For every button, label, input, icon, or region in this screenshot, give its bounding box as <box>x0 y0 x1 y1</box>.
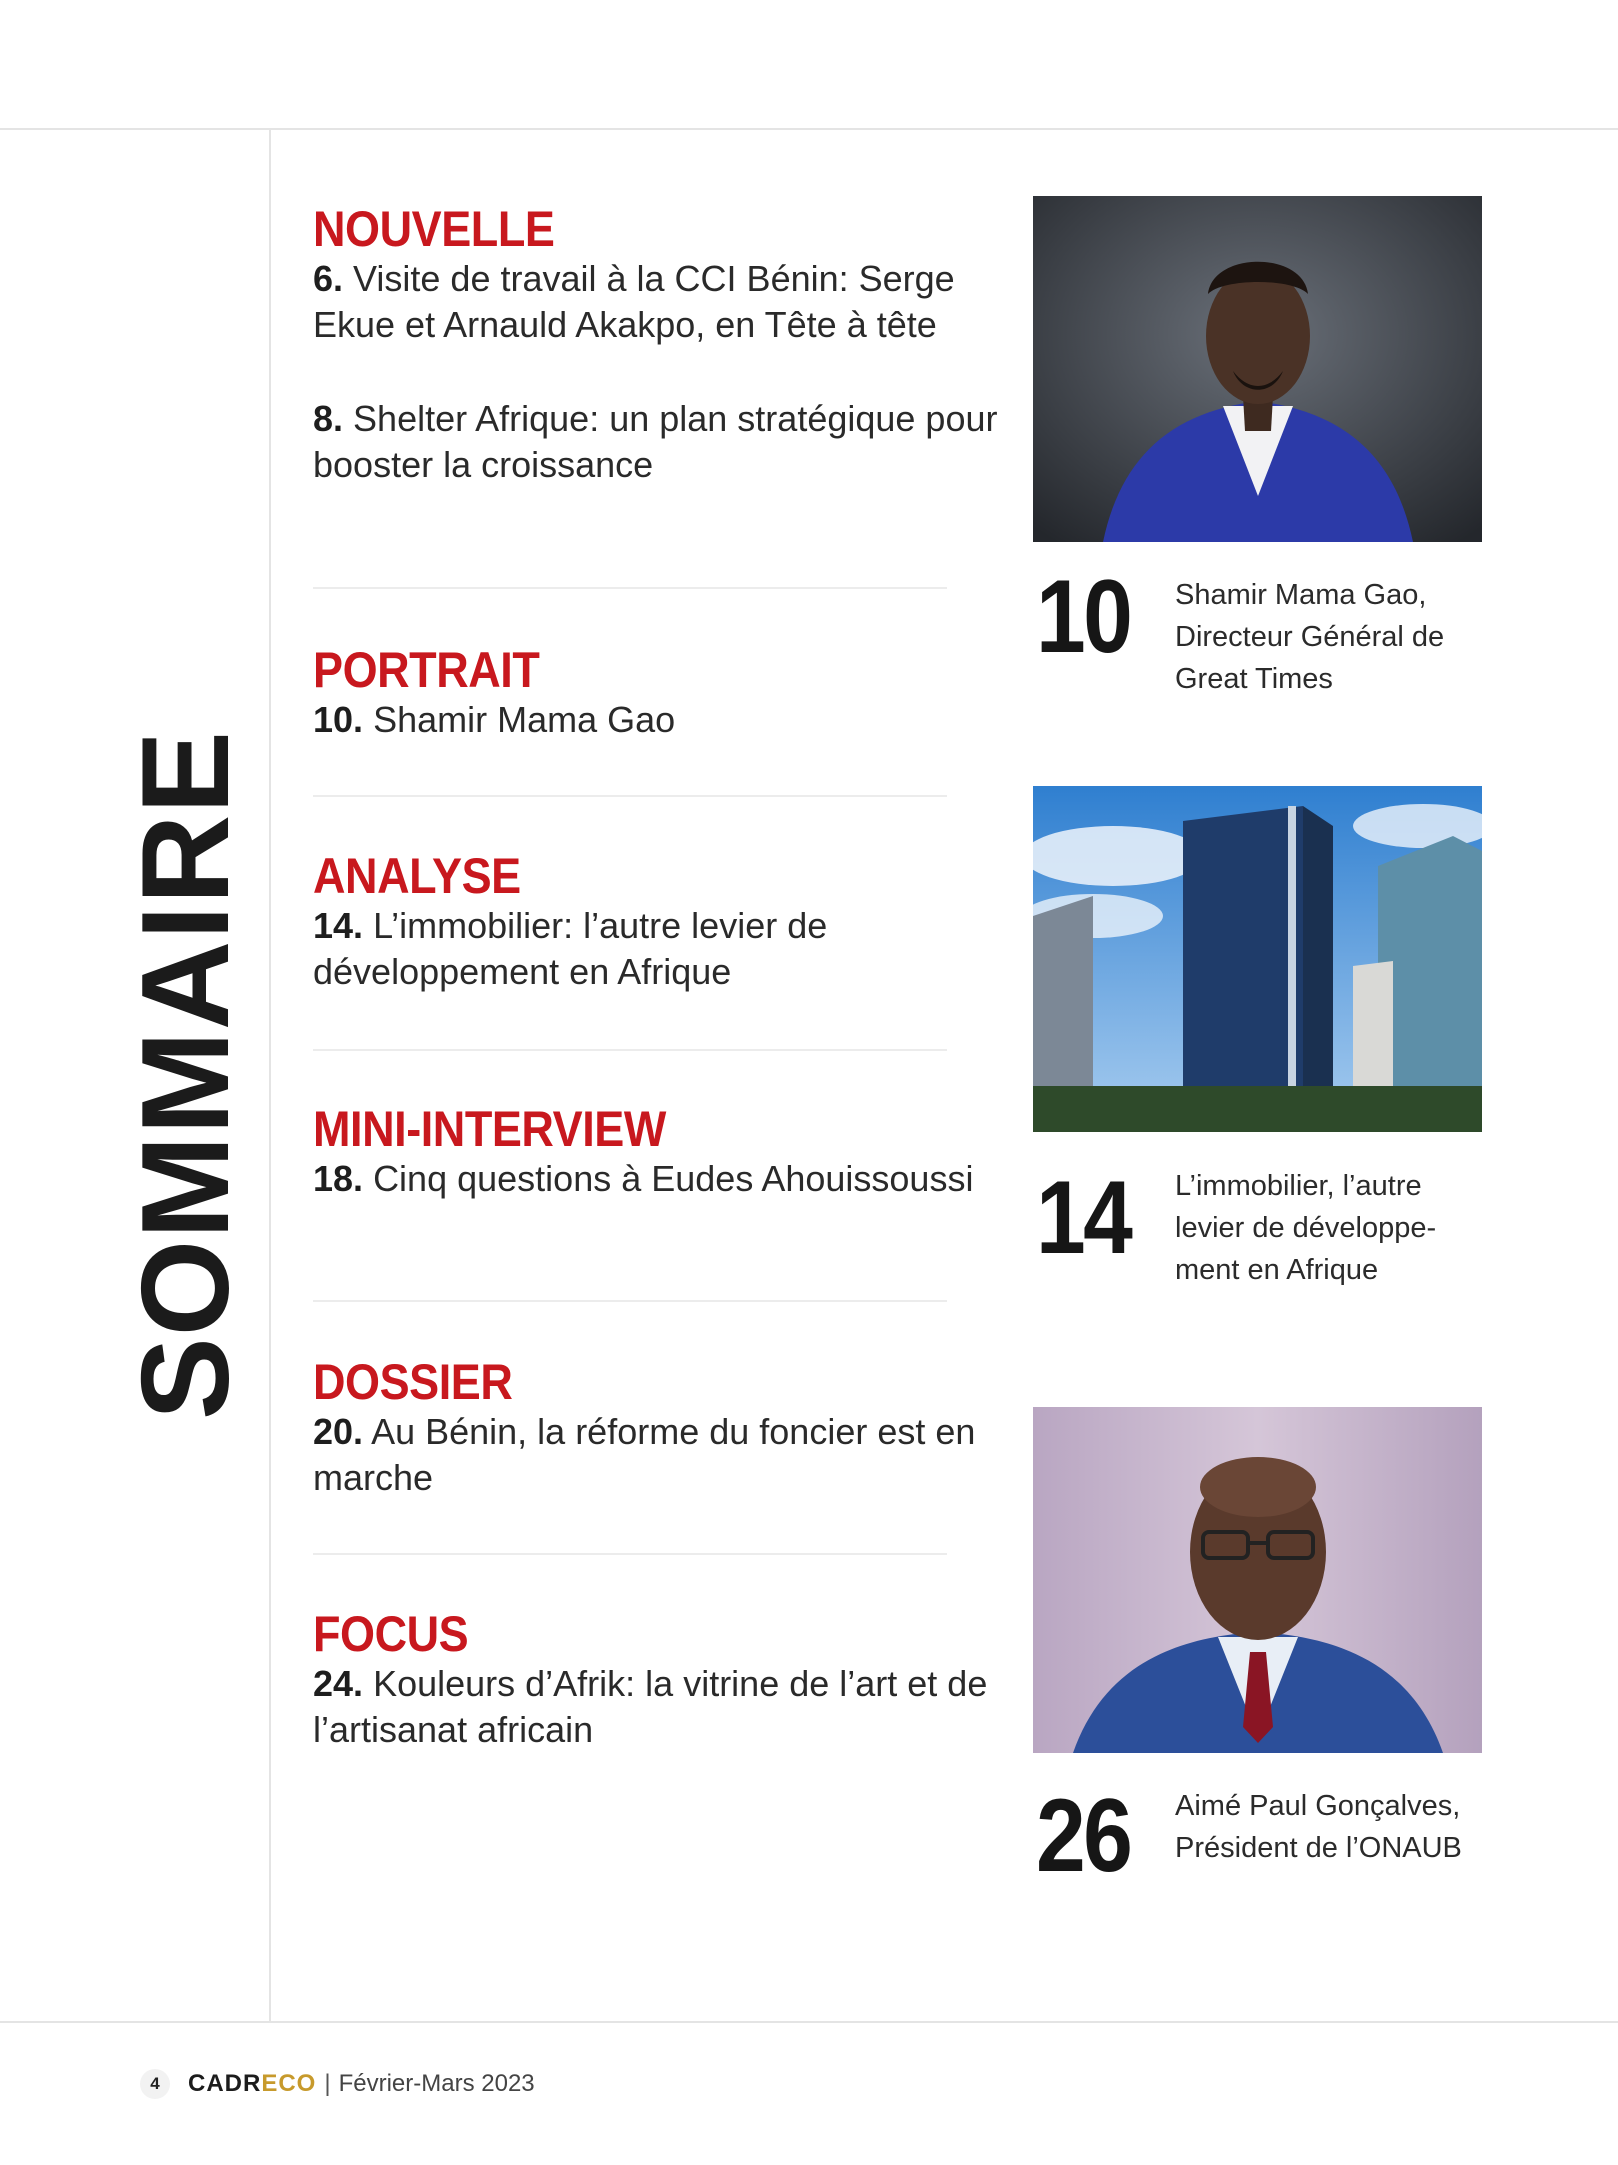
entry-page-number: 24. <box>313 1663 364 1704</box>
entry-page-number: 20. <box>313 1411 364 1452</box>
toc-entry[interactable] <box>313 697 1003 743</box>
brand-part-1: CADR <box>188 2070 262 2097</box>
footer-separator: | <box>324 2070 331 2097</box>
feature-caption: L’immobilier, l’autre levier de développe-ment en Afrique <box>1175 1170 1437 1286</box>
issue-date: Février-Mars 2023 <box>338 2070 535 2097</box>
entry-text: Kouleurs d’Afrik: la vitrine de l’art et de l’artisanat africain <box>313 1663 988 1750</box>
portrait-photo-aime[interactable] <box>1033 1407 1482 1753</box>
vertical-rule <box>269 129 271 2021</box>
buildings-photo[interactable] <box>1033 786 1482 1132</box>
entry-text: Au Bénin, la réforme du foncier est en marche <box>313 1411 976 1498</box>
section-divider <box>313 587 947 589</box>
section-nouvelle <box>313 202 1003 488</box>
section-divider <box>313 795 947 797</box>
feature-caption: Shamir Mama Gao, Directeur Général de Great Times <box>1175 579 1445 695</box>
folio-page-number: 4 <box>140 2069 170 2099</box>
section-divider <box>313 1300 947 1302</box>
page-footer <box>140 2066 535 2102</box>
portrait-photo-man-glasses-blue-suit <box>1033 1407 1482 1753</box>
feature-page-number: 26 <box>1036 1778 1131 1894</box>
entry-text: Visite de travail à la CCI Bénin: Serge Ekue et Arnauld Akakpo, en Tête à tête <box>313 258 955 345</box>
entry-page-number: 14. <box>313 905 364 946</box>
feature-caption: Aimé Paul Gonçalves, Président de l’ONAUB <box>1175 1790 1462 1864</box>
entry-text: Shelter Afrique: un plan stratégique pour booster la croissance <box>313 398 998 485</box>
section-title: FOCUS <box>313 1606 469 1662</box>
section-title: MINI-INTERVIEW <box>313 1101 666 1157</box>
entry-page-number: 8. <box>313 398 344 439</box>
entry-page-number: 10. <box>313 699 364 740</box>
section-analyse <box>313 849 1003 995</box>
office-buildings-photo <box>1033 786 1482 1132</box>
brand-part-2: ECO <box>261 2070 317 2097</box>
sommaire-heading: SOMMAIRE <box>117 730 255 1420</box>
feature-page-number: 14 <box>1036 1160 1131 1276</box>
top-rule <box>0 128 1618 130</box>
entry-page-number: 18. <box>313 1158 364 1199</box>
section-portrait <box>313 643 1003 743</box>
portrait-photo-young-man-blue-suit <box>1033 196 1482 542</box>
toc-entry[interactable] <box>313 1156 1003 1202</box>
section-divider <box>313 1049 947 1051</box>
toc-entry[interactable] <box>313 256 1003 348</box>
entry-page-number: 6. <box>313 258 344 299</box>
section-title: PORTRAIT <box>313 642 540 698</box>
toc-entry[interactable] <box>313 903 1003 995</box>
toc-entry[interactable] <box>313 1409 1003 1501</box>
section-focus <box>313 1607 1003 1753</box>
section-title: DOSSIER <box>313 1354 513 1410</box>
bottom-rule <box>0 2021 1618 2023</box>
section-mini-interview <box>313 1102 1003 1202</box>
portrait-photo-shamir[interactable] <box>1033 196 1482 542</box>
section-title: ANALYSE <box>313 848 521 904</box>
toc-entry[interactable] <box>313 1661 1003 1753</box>
section-title: NOUVELLE <box>313 201 555 257</box>
entry-text: Shamir Mama Gao <box>373 699 676 740</box>
entry-text: Cinq questions à Eudes Ahouissoussi <box>373 1158 974 1199</box>
feature-page-number: 10 <box>1036 559 1131 675</box>
section-divider <box>313 1553 947 1555</box>
entry-text: L’immobilier: l’autre levier de développement en Afrique <box>313 905 828 992</box>
section-dossier <box>313 1355 1003 1501</box>
toc-entry[interactable] <box>313 396 1003 488</box>
brand-logo <box>188 2070 316 2098</box>
